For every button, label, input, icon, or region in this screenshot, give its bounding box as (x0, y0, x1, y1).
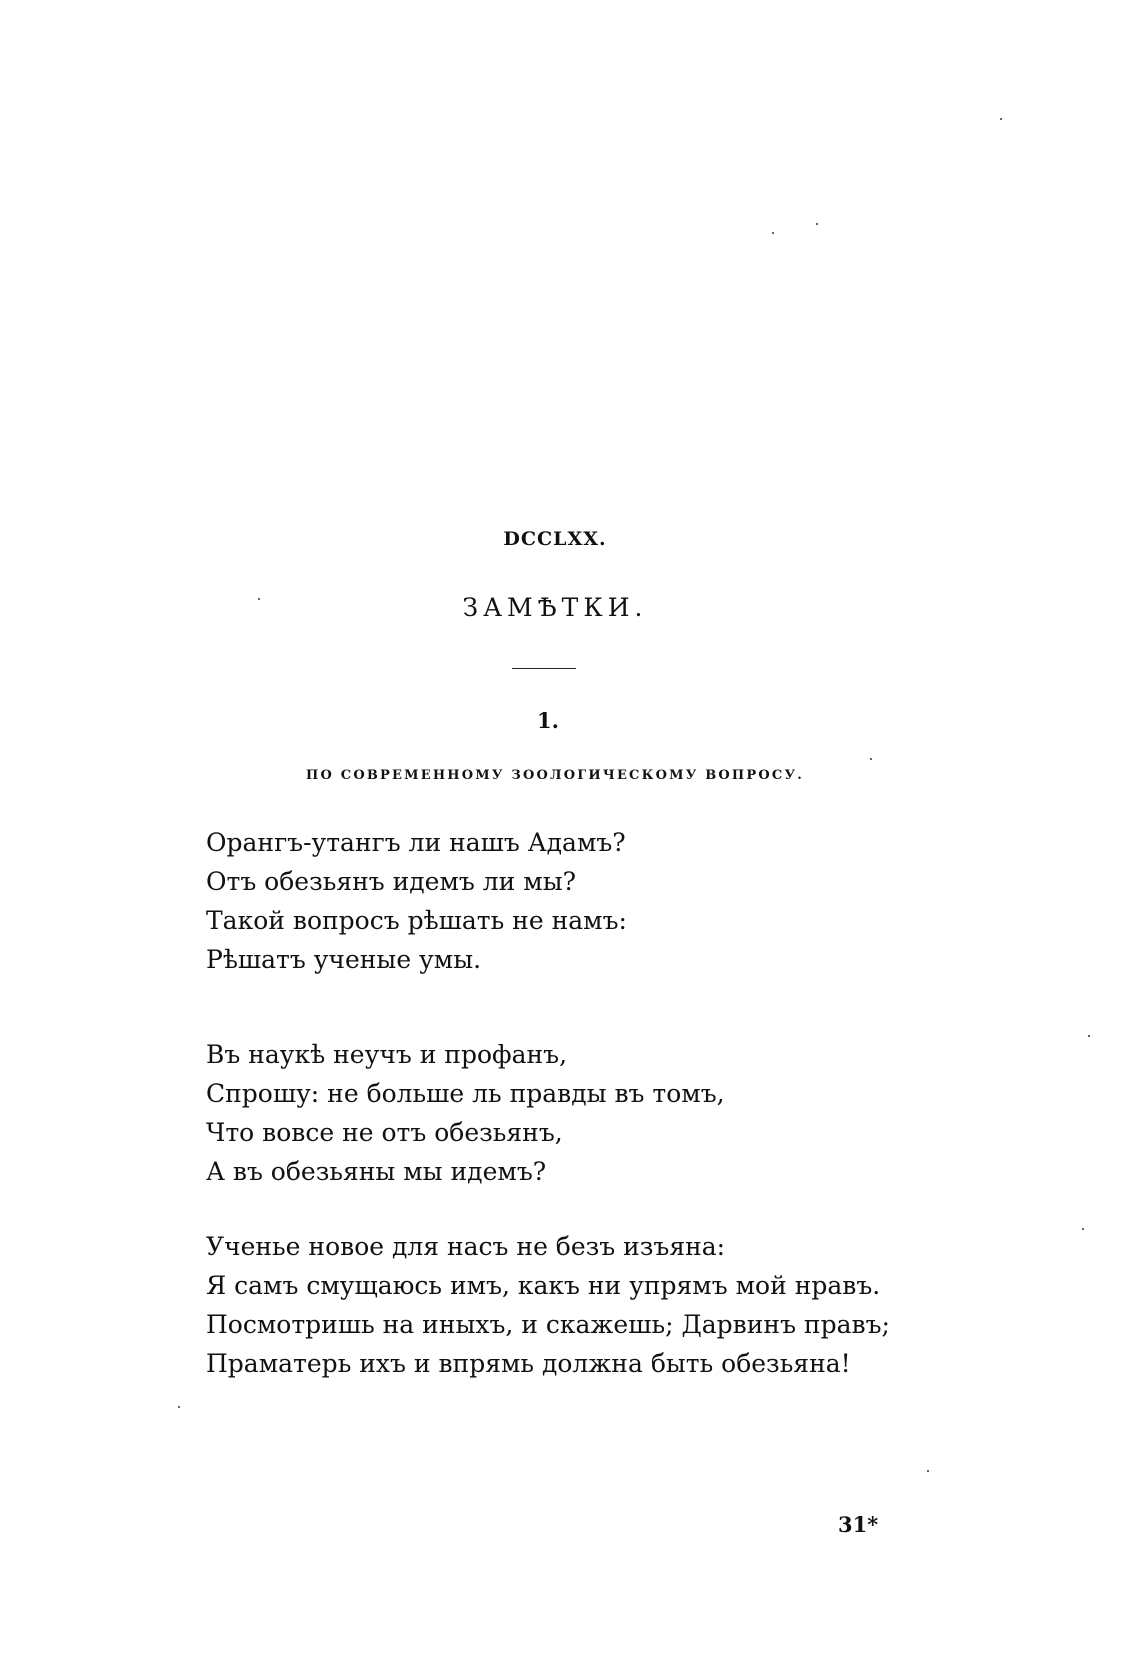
page-number: 31* (838, 1512, 879, 1537)
scan-speck (258, 598, 260, 600)
verse-line: Что вовсе не отъ обезьянъ, (206, 1118, 563, 1147)
verse-line: Ученье новое для насъ не безъ изъяна: (206, 1232, 726, 1261)
scan-speck (1082, 1228, 1084, 1230)
verse-line: Спрошу: не больше ль правды въ томъ, (206, 1079, 725, 1108)
title-divider (512, 668, 576, 669)
scan-speck (1088, 1035, 1090, 1037)
verse-line: Въ наукѣ неучъ и профанъ, (206, 1040, 568, 1069)
poem-title: ЗАМѢТКИ. (462, 593, 648, 622)
poem-number: DCCLXX. (503, 528, 607, 550)
verse-line: Рѣшатъ ученые умы. (206, 945, 482, 974)
scan-speck (772, 232, 774, 234)
verse-line: Я самъ смущаюсь имъ, какъ ни упрямъ мой нравъ. (206, 1271, 881, 1300)
verse-line: Посмотришь на иныхъ, и скажешь; Дарвинъ правъ; (206, 1310, 890, 1339)
verse-line: А въ обезьяны мы идемъ? (206, 1157, 547, 1186)
verse-line: Праматерь ихъ и впрямь должна быть обезьяна! (206, 1349, 851, 1378)
scan-speck (927, 1470, 929, 1472)
stanza-3 (206, 1227, 890, 1383)
verse-line: Такой вопросъ рѣшать не намъ: (206, 906, 627, 935)
verse-line: Орангъ-утангъ ли нашъ Адамъ? (206, 828, 626, 857)
section-number: 1. (537, 708, 559, 733)
scan-speck (1000, 118, 1002, 120)
scan-speck (870, 758, 872, 760)
stanza-1 (206, 823, 627, 979)
section-title: ПО СОВРЕМЕННОМУ ЗООЛОГИЧЕСКОМУ ВОПРОСУ. (306, 768, 804, 783)
verse-line: Отъ обезьянъ идемъ ли мы? (206, 867, 576, 896)
scan-speck (816, 223, 818, 225)
scan-speck (178, 1406, 180, 1408)
stanza-2 (206, 1035, 725, 1191)
